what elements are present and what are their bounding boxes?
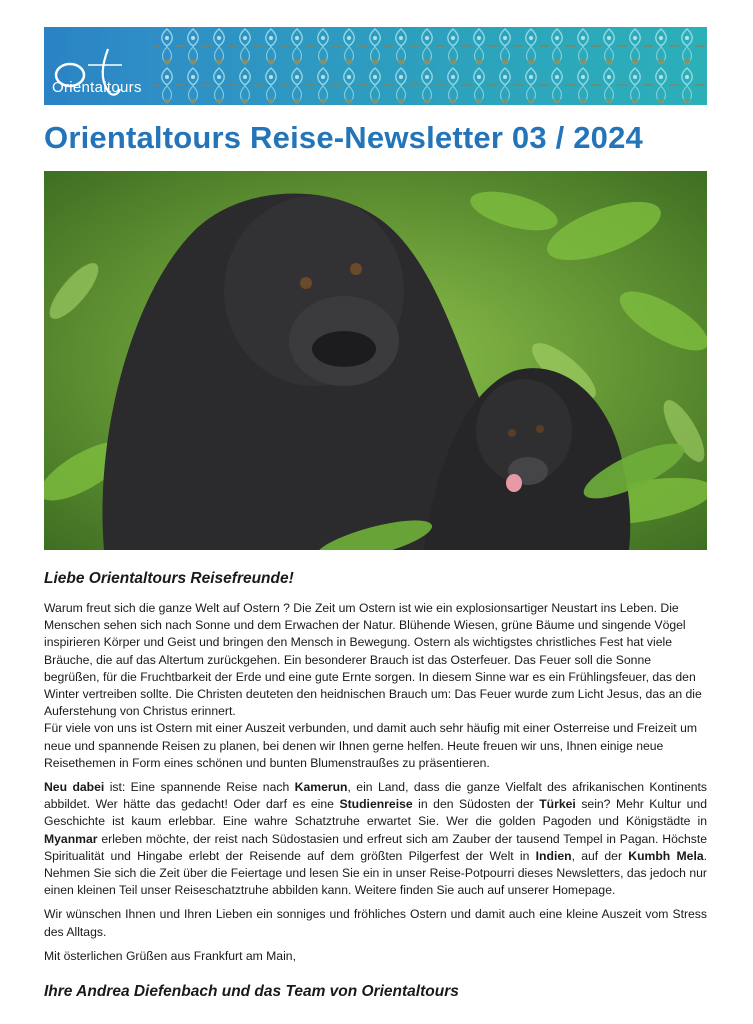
- paragraph-new-tours: Neu dabei ist: Eine spannende Reise nach Kamerun, ein Land, dass die ganze Vielfalt des afrikanischen Kontinents abbildet. Wer hätte das gedacht! Oder darf es eine Studienreise in den Südosten der Türkei sein? Mehr Kultur und Geschichte ist kaum erlebbar. Eine wahre Schatztruhe erwartet Sie. Wer die golden Pagoden und Königstädte in Myanmar erleben möchte, der reist nach Südostasien und erfreut sich am Zauber der tausend Tempel in Pagan. Höchste Spiritualität und Hingabe erlebt der Reisende auf dem größten Pilgerfest der Welt in Indien, auf der Kumbh Mela. Nehmen Sie sich die Zeit über die Feiertage und lesen Sie ein in unser Reise-Potpourri dieses Newsletters, das jedoch nur einen kleinen Teil unser Reiseschatztruhe abbilden kann. Weitere finden Sie auch auf unserer Homepage.: [44, 780, 707, 898]
- signature: Ihre Andrea Diefenbach und das Team von Orientaltours: [44, 983, 459, 1000]
- paragraph-closing: Mit österlichen Grüßen aus Frankfurt am Main,: [44, 948, 296, 963]
- logo-text: Orientaltours: [52, 79, 142, 96]
- ornament-pattern: [154, 27, 707, 105]
- header-banner: [44, 27, 707, 105]
- paragraph-intro: Warum freut sich die ganze Welt auf Ostern ? Die Zeit um Ostern ist wie ein explosionsartiger Neustart ins Leben. Die Menschen sehen sich nach Sonne und dem Erwachen der Natur. Blühende Wiesen, grüne Bäume und singende Vögel inspirieren Körper und Geist und bringen den Mensch in Bewegung. Ostern als wichtigstes christliches Fest hat viele Bräuche, die auf das Altertum zurückgehen. Ein besonderer Brauch ist das Osterfeuer. Das Feuer soll die Sonne begrüßen, für die Fruchtbarkeit der Erde und eine gute Ernte sorgen. In diesem Sinne war es ein Frühlingsfeuer, das den Winter vertreiben sollte. Die Christen deuteten den heidnischen Brauch um: Das Feuer wurde zum Licht Jesus, das an die Auferstehung von Christus erinnert.: [44, 601, 702, 719]
- paragraph-easter-travel: Für viele von uns ist Ostern mit einer Auszeit verbunden, und damit auch sehr häufig mit einer Osterreise und Freizeit um neue und spannende Reisen zu planen, bei denen wir Ihnen gerne helfen. Heute freuen wir uns, Ihnen einige neue Reisethemen in Form eines schönen und bunten Blumenstraußes zu präsentieren.: [44, 721, 698, 770]
- greeting: Liebe Orientaltours Reisefreunde!: [44, 570, 294, 587]
- letter-body: [44, 600, 707, 972]
- paragraph-wishes: Wir wünschen Ihnen und Ihren Lieben ein sonniges und fröhliches Ostern und damit auch eine kleine Auszeit vom Stress des Alltags.: [44, 907, 707, 939]
- gorilla-photo: [44, 171, 707, 550]
- page-title: Orientaltours Reise-Newsletter 03 / 2024: [44, 120, 643, 155]
